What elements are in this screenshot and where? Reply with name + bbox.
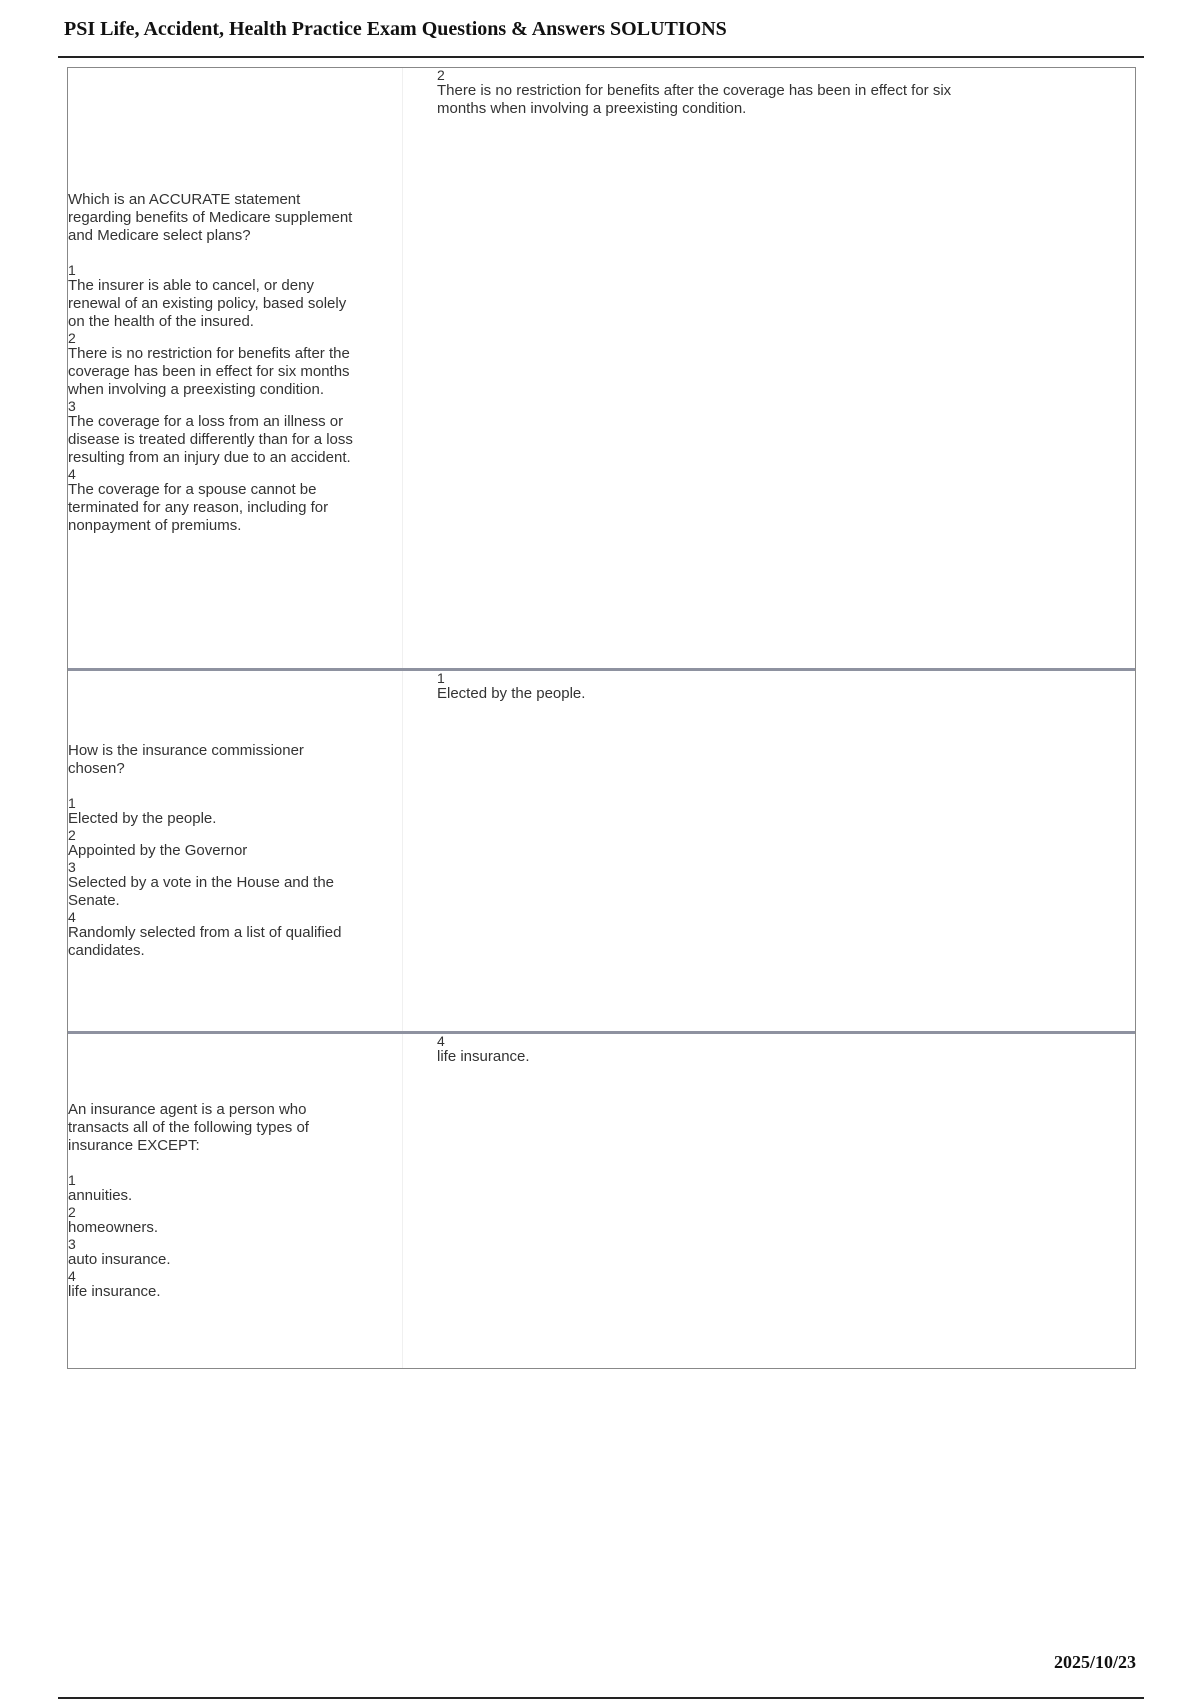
answer-cell [403,671,1135,1031]
question-text: An insurance agent is a person who transacts all of the following types of insurance EXCEPT: [68,1101,309,1154]
answer-number: 1 [437,670,445,686]
option-text: There is no restriction for benefits after the coverage has been in effect for six months when involving a preexisting condition. [68,345,350,398]
option-text: The insurer is able to cancel, or deny renewal of an existing policy, based solely on the health of the insured. [68,277,347,330]
option-text: The coverage for a spouse cannot be terminated for any reason, including for nonpayment of premiums. [68,481,329,534]
option-number: 2 [68,330,76,346]
option-number: 3 [68,1236,76,1252]
answer-cell [403,68,1135,668]
qa-row [68,68,1135,671]
page-title: PSI Life, Accident, Health Practice Exam Questions & Answers SOLUTIONS [64,18,727,40]
qa-table [67,67,1136,1369]
option-number: 4 [68,909,76,925]
answer-number: 4 [437,1033,445,1049]
option-number: 4 [68,1268,76,1284]
answer-number: 2 [437,67,445,83]
option-text: life insurance. [68,1283,161,1300]
option-number: 2 [68,1204,76,1220]
option-text: Elected by the people. [68,810,217,827]
option-number: 1 [68,795,76,811]
footer-date: 2025/10/23 [1053,1652,1136,1672]
answer-text: Elected by the people. [437,685,586,702]
option-text: Appointed by the Governor [68,842,248,859]
question-text: Which is an ACCURATE statement regarding benefits of Medicare supplement and Medicare select plans? [68,191,353,244]
question-cell [68,1034,403,1368]
option-text: Selected by a vote in the House and the Senate. [68,874,335,909]
qa-row [68,671,1135,1034]
footer-divider [58,1697,1144,1699]
option-text: annuities. [68,1187,133,1204]
question-cell [68,671,403,1031]
answer-cell [403,1034,1135,1368]
question-cell [68,68,403,668]
answer-text: life insurance. [437,1048,530,1065]
answer-text: There is no restriction for benefits after the coverage has been in effect for six months when involving a preexisting condition. [437,82,952,117]
option-text: auto insurance. [68,1251,171,1268]
question-text: How is the insurance commissioner chosen? [68,742,304,777]
header-divider [58,56,1144,58]
option-number: 3 [68,859,76,875]
option-number: 1 [68,262,76,278]
option-number: 4 [68,466,76,482]
option-text: Randomly selected from a list of qualified candidates. [68,924,342,959]
option-number: 3 [68,398,76,414]
option-number: 1 [68,1172,76,1188]
option-text: homeowners. [68,1219,159,1236]
option-number: 2 [68,827,76,843]
option-text: The coverage for a loss from an illness or disease is treated differently than for a loss resulting from an injury due to an accident. [68,413,353,466]
qa-row [68,1034,1135,1368]
